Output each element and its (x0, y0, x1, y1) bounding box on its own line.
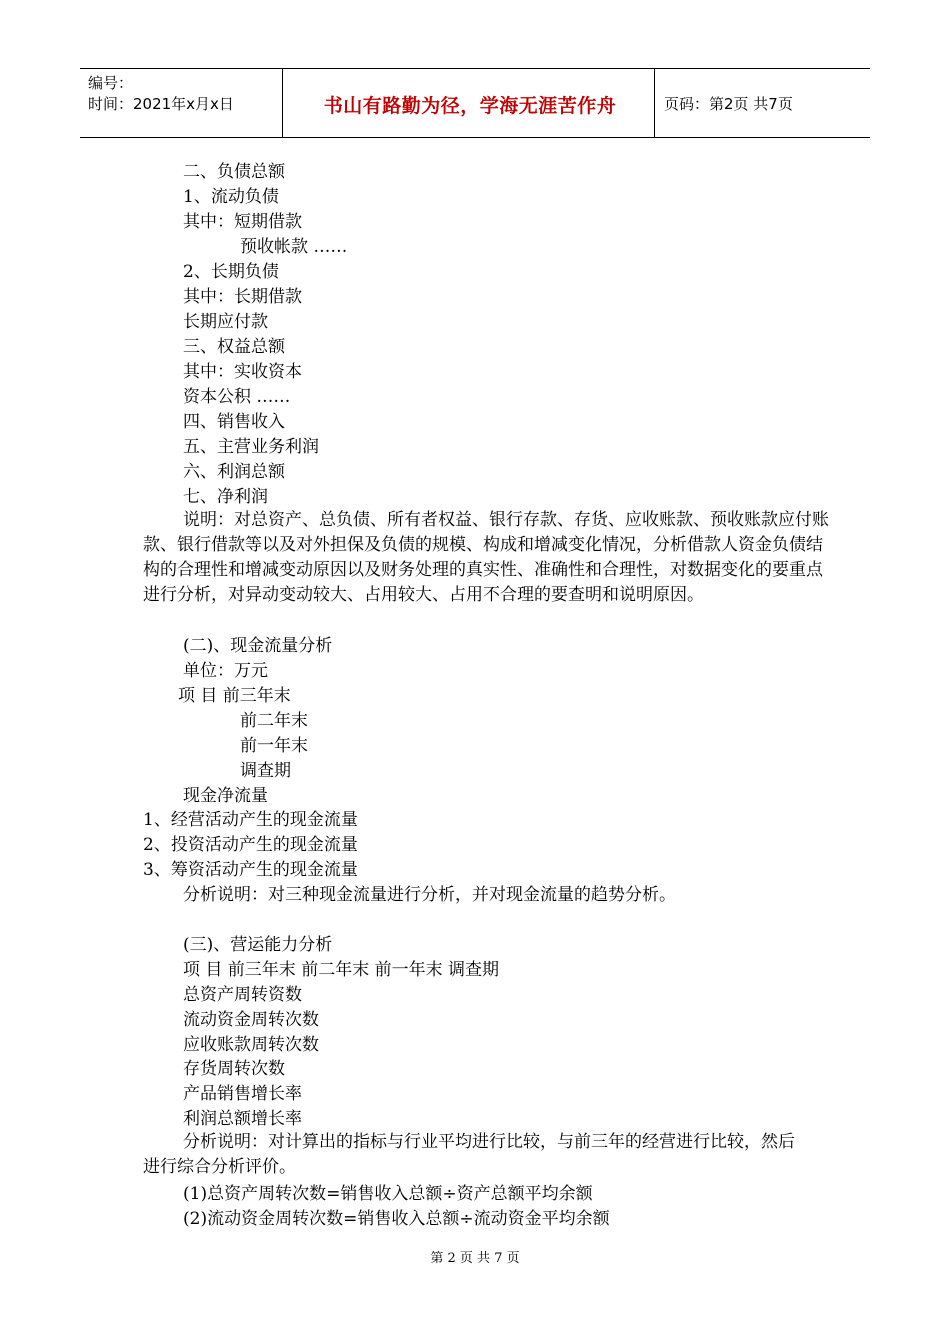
text-line: 二、负债总额 (183, 162, 285, 182)
header-motto: 书山有路勤为径，学海无涯苦作舟 (323, 95, 617, 117)
header-page-info: 页码：第2页 共7页 (664, 95, 793, 113)
text-line: 三、权益总额 (183, 337, 285, 357)
serial-label: 编号： (88, 74, 134, 92)
header-divider (654, 69, 655, 137)
text-line: 分析说明：对三种现金流量进行分析，并对现金流量的趋势分析。 (183, 885, 676, 905)
text-line: 现金净流量 (183, 786, 268, 806)
text-line: 长期应付款 (183, 312, 268, 332)
text-line: 其中：实收资本 (183, 362, 302, 382)
header-divider (282, 69, 283, 137)
text-line: 其中：长期借款 (183, 287, 302, 307)
text-line: 2、长期负债 (183, 262, 279, 282)
text-line: 六、利润总额 (183, 462, 285, 482)
text-line: 利润总额增长率 (183, 1109, 302, 1129)
text-line: 1、流动负债 (183, 187, 279, 207)
formula-line: (1)总资产周转次数=销售收入总额÷资产总额平均余额 (183, 1184, 593, 1204)
header-left (88, 73, 234, 115)
analysis-paragraph: 分析说明：对计算出的指标与行业平均进行比较，与前三年的经营进行比较，然后进行综合分析评价。 (143, 1132, 795, 1177)
text-line: 其中：短期借款 (183, 212, 302, 232)
text-line: 总资产周转资数 (183, 985, 302, 1005)
text-line: 前二年末 (240, 711, 308, 731)
text-line: 1、经营活动产生的现金流量 (143, 810, 358, 830)
text-line: 存货周转次数 (183, 1059, 285, 1079)
text-line: 应收账款周转次数 (183, 1035, 319, 1055)
time-label: 时间：2021年x月x日 (88, 95, 234, 113)
section-heading: (三)、营运能力分析 (183, 935, 333, 955)
page-footer: 第 2 页 共 7 页 (430, 1251, 520, 1266)
text-line: 资本公积 …… (183, 387, 291, 407)
text-line: 预收帐款 …… (240, 237, 348, 257)
text-line: 七、净利润 (183, 487, 268, 507)
text-line: 五、主营业务利润 (183, 437, 319, 457)
text-line: 产品销售增长率 (183, 1084, 302, 1104)
text-line: 3、筹资活动产生的现金流量 (143, 860, 358, 880)
formula-line: (2)流动资金周转次数=销售收入总额÷流动资金平均余额 (183, 1209, 610, 1229)
text-line: 项 目 前三年末 (178, 686, 291, 706)
text-line: 2、投资活动产生的现金流量 (143, 835, 358, 855)
explanation-paragraph: 说明：对总资产、总负债、所有者权益、银行存款、存货、应收账款、预收账款应付账款、银行借款等以及对外担保及负债的规模、构成和增减变化情况，分析借款人资金负债结构的合理性和增减变动原因以及财务处理的真实性、准确性和合理性，对数据变化的要重点进行分析，对异动变动较大、占用较大、占用不合理的要查明和说明原因。 (143, 510, 829, 605)
section-heading: (二)、现金流量分析 (183, 636, 333, 656)
text-line: 调查期 (240, 761, 291, 781)
text-line: 流动资金周转次数 (183, 1010, 319, 1030)
text-line: 四、销售收入 (183, 412, 285, 432)
text-line: 项 目 前三年末 前二年末 前一年末 调查期 (183, 960, 500, 980)
page-header (80, 68, 870, 138)
text-line: 单位：万元 (183, 661, 268, 681)
text-line: 前一年末 (240, 736, 308, 756)
